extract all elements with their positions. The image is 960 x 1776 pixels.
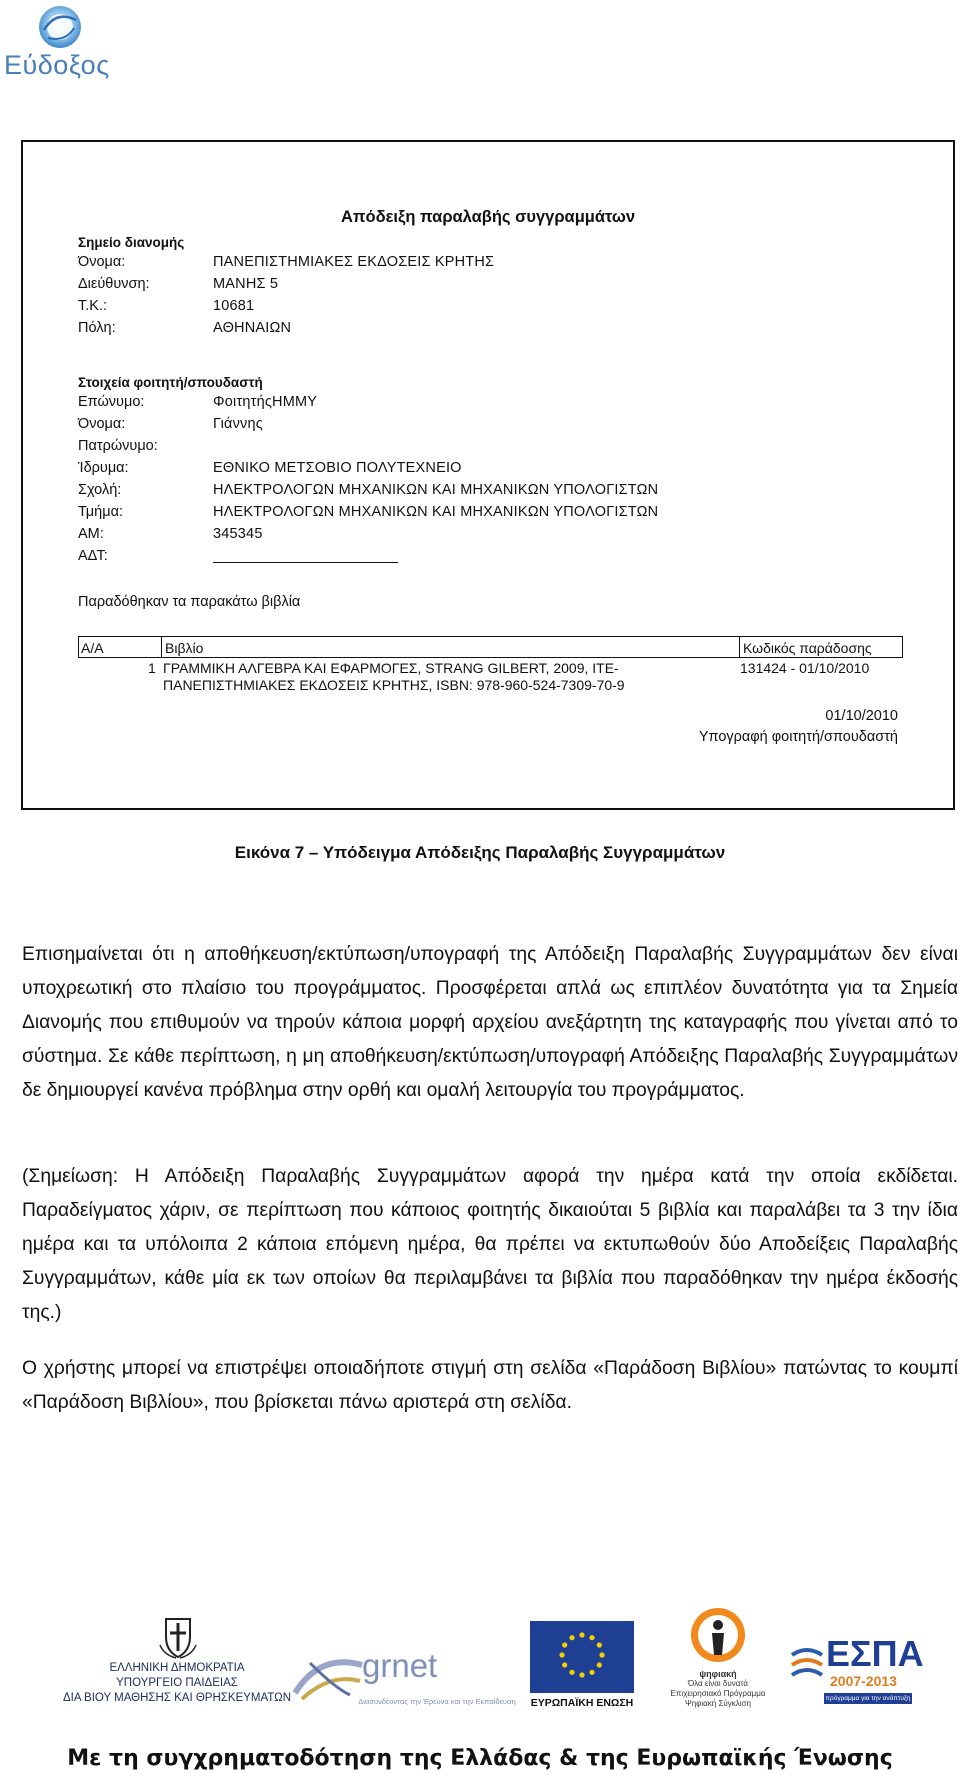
eudoxus-wordmark: Εύδοξος	[4, 50, 110, 80]
receipt-figure	[21, 140, 955, 810]
greek-emblem-icon	[158, 1615, 198, 1659]
field-value: 345345	[213, 526, 263, 542]
espa-wordmark: ΕΣΠΑ	[826, 1633, 924, 1674]
row-number: 1	[148, 660, 156, 676]
field-value: ΕΘΝΙΚΟ ΜΕΤΣΟΒΙΟ ΠΟΛΥΤΕΧΝΕΙΟ	[213, 460, 462, 476]
field-label: Ίδρυμα:	[78, 460, 129, 476]
column-header-aa: Α/Α	[81, 640, 104, 656]
cofunding-footer: Με τη συγχρηματοδότηση της Ελλάδας & της Ευρωπαϊκής Ένωσης	[67, 1746, 893, 1771]
grnet-logo	[290, 1643, 520, 1715]
ministry-line: ΔΙΑ ΒΙΟΥ ΜΑΘΗΣΗΣ ΚΑΙ ΘΡΗΣΚΕΥΜΑΤΩΝ	[62, 1692, 292, 1704]
receipt-title: Απόδειξη παραλαβής συγγραμμάτων	[340, 208, 636, 226]
hellenic-republic-logo	[62, 1615, 292, 1715]
paragraph: (Σημείωση: Η Απόδειξη Παραλαβής Συγγραμμάτων αφορά την ημέρα κατά την οποία εκδίδεται. Παραδείγματος χάριν, σε περίπτωση που κάποιος φοιτητής δικαιούται 5 βιβλία και παραλάβει τα 3 την ίδια ημέρα και τα υπόλοιπα 2 κάποια επόμενη ημέρα, θα πρέπει να εκτυπωθούν δύο Αποδείξεις Παραλαβής Συγγραμμάτων, κάθε μία εκ των οποίων θα περιλαμβάνει τα βιβλία που παραδόθηκαν την ημέρα έκδοσής της.)	[22, 1166, 958, 1323]
column-divider	[739, 637, 740, 657]
eudoxus-swirl-icon	[4, 2, 114, 54]
espa-logo	[790, 1633, 924, 1715]
book-line-1: ΓΡΑΜΜΙΚΗ ΑΛΓΕΒΡΑ ΚΑΙ ΕΦΑΡΜΟΓΕΣ, STRANG GILBERT, 2009, ΙΤΕ-	[163, 660, 619, 676]
field-label: Όνομα:	[78, 416, 126, 432]
receipt-date: 01/10/2010	[825, 708, 898, 724]
eu-logo	[530, 1621, 634, 1713]
field-value: ΠΑΝΕΠΙΣΤΗΜΙΑΚΕΣ ΕΚΔΟΣΕΙΣ ΚΡΗΤΗΣ	[213, 254, 495, 270]
sponsor-logos	[0, 1605, 960, 1715]
field-value: Γιάννης	[213, 416, 263, 432]
paragraph: Επισημαίνεται ότι η αποθήκευση/εκτύπωση/υπογραφή της Απόδειξη Παραλαβής Συγγραμμάτων δεν είναι υποχρεωτική στο πλαίσιο του προγράμματος. Προσφέρεται απλά ως επιπλέον δυνατότητα για τα Σημεία Διανομής που επιθυμούν να τηρούν κάποια μορφή αρχείου ανεξάρτητη της καταγραφής που γίνεται από το σύστημα. Σε κάθε περίπτωση, η μη αποθήκευση/εκτύπωση/υπογραφή Απόδειξης Παραλαβής Συγγραμμάτων δε δημιουργεί κανένα πρόβλημα στην ορθή και ομαλή λειτουργία του προγράμματος.	[22, 944, 958, 1101]
ministry-line: ΥΠΟΥΡΓΕΙΟ ΠΑΙΔΕΙΑΣ	[116, 1677, 238, 1689]
adt-underline	[213, 562, 398, 563]
digital-line: Ψηφιακή Σύγκλιση	[685, 1699, 751, 1708]
table-header	[78, 636, 903, 658]
digital-line: Όλα είναι δυνατά	[687, 1679, 748, 1688]
field-label: Πόλη:	[78, 320, 116, 336]
grnet-wordmark: grnet	[362, 1647, 438, 1684]
book-line-2: ΠΑΝΕΠΙΣΤΗΜΙΑΚΕΣ ΕΚΔΟΣΕΙΣ ΚΡΗΤΗΣ, ISBN: 978-960-524-7309-70-9	[163, 677, 625, 693]
field-label: ΑΔΤ:	[78, 548, 108, 564]
digital-line: Επιχειρησιακό Πρόγραμμα	[670, 1689, 766, 1698]
grnet-swoosh-icon	[290, 1643, 370, 1703]
column-header-code: Κωδικός παράδοσης	[743, 640, 872, 656]
field-label: Όνομα:	[78, 254, 126, 270]
field-label: Τ.Κ.:	[78, 298, 108, 314]
field-label: Τμήμα:	[78, 504, 123, 520]
digital-convergence-logo	[668, 1605, 768, 1713]
field-value: ΜΑΝΗΣ 5	[213, 276, 279, 292]
eu-flag-icon	[530, 1621, 634, 1693]
espa-years: 2007-2013	[830, 1673, 897, 1689]
field-label: Σχολή:	[78, 482, 122, 498]
eu-label: ΕΥΡΩΠΑΪΚΗ ΕΝΩΣΗ	[530, 1697, 634, 1709]
ministry-line: ΕΛΛΗΝΙΚΗ ΔΗΜΟΚΡΑΤΙΑ	[109, 1662, 245, 1674]
signature-label: Υπογραφή φοιτητή/σπουδαστή	[698, 729, 898, 745]
delivered-label: Παραδόθηκαν τα παρακάτω βιβλία	[78, 594, 301, 610]
field-value: ΗΛΕΚΤΡΟΛΟΓΩΝ ΜΗΧΑΝΙΚΩΝ ΚΑΙ ΜΗΧΑΝΙΚΩΝ ΥΠΟΛΟΓΙΣΤΩΝ	[213, 482, 659, 498]
grnet-tagline: Διασυνδέοντας την Έρευνα και την Εκπαίδευση	[358, 1697, 516, 1706]
field-label: ΑΜ:	[78, 526, 104, 542]
field-value: ΗΛΕΚΤΡΟΛΟΓΩΝ ΜΗΧΑΝΙΚΩΝ ΚΑΙ ΜΗΧΑΝΙΚΩΝ ΥΠΟΛΟΓΙΣΤΩΝ	[213, 504, 659, 520]
student-heading: Στοιχεία φοιτητή/σπουδαστή	[78, 375, 263, 390]
espa-waves-icon	[790, 1641, 824, 1685]
espa-tagline: πρόγραμμα για την ανάπτυξη	[825, 1695, 911, 1702]
delivery-code: 131424 - 01/10/2010	[740, 660, 870, 676]
field-label: Πατρώνυμο:	[78, 438, 158, 454]
field-label: Επώνυμο:	[78, 394, 145, 410]
distribution-heading: Σημείο διανομής	[78, 235, 185, 250]
figure-caption: Εικόνα 7 – Υπόδειγμα Απόδειξης Παραλαβής Συγγραμμάτων	[234, 843, 726, 862]
book-title	[163, 660, 663, 694]
field-value: ΑΘΗΝΑΙΩΝ	[213, 320, 292, 336]
paragraph: Ο χρήστης μπορεί να επιστρέψει οποιαδήποτε στιγμή στη σελίδα «Παράδοση Βιβλίου» πατώντας το κουμπί «Παράδοση Βιβλίου», που βρίσκεται πάνω αριστερά στη σελίδα.	[22, 1358, 958, 1413]
field-value: 10681	[213, 298, 255, 314]
field-label: Διεύθυνση:	[78, 276, 150, 292]
eudoxus-logo	[4, 2, 114, 82]
digital-line: ψηφιακή	[699, 1669, 737, 1679]
column-header-book: Βιβλίο	[165, 640, 204, 656]
field-value: ΦοιτητήςΗΜΜΥ	[213, 394, 318, 410]
column-divider	[161, 637, 162, 657]
digital-figure-icon	[688, 1605, 748, 1667]
